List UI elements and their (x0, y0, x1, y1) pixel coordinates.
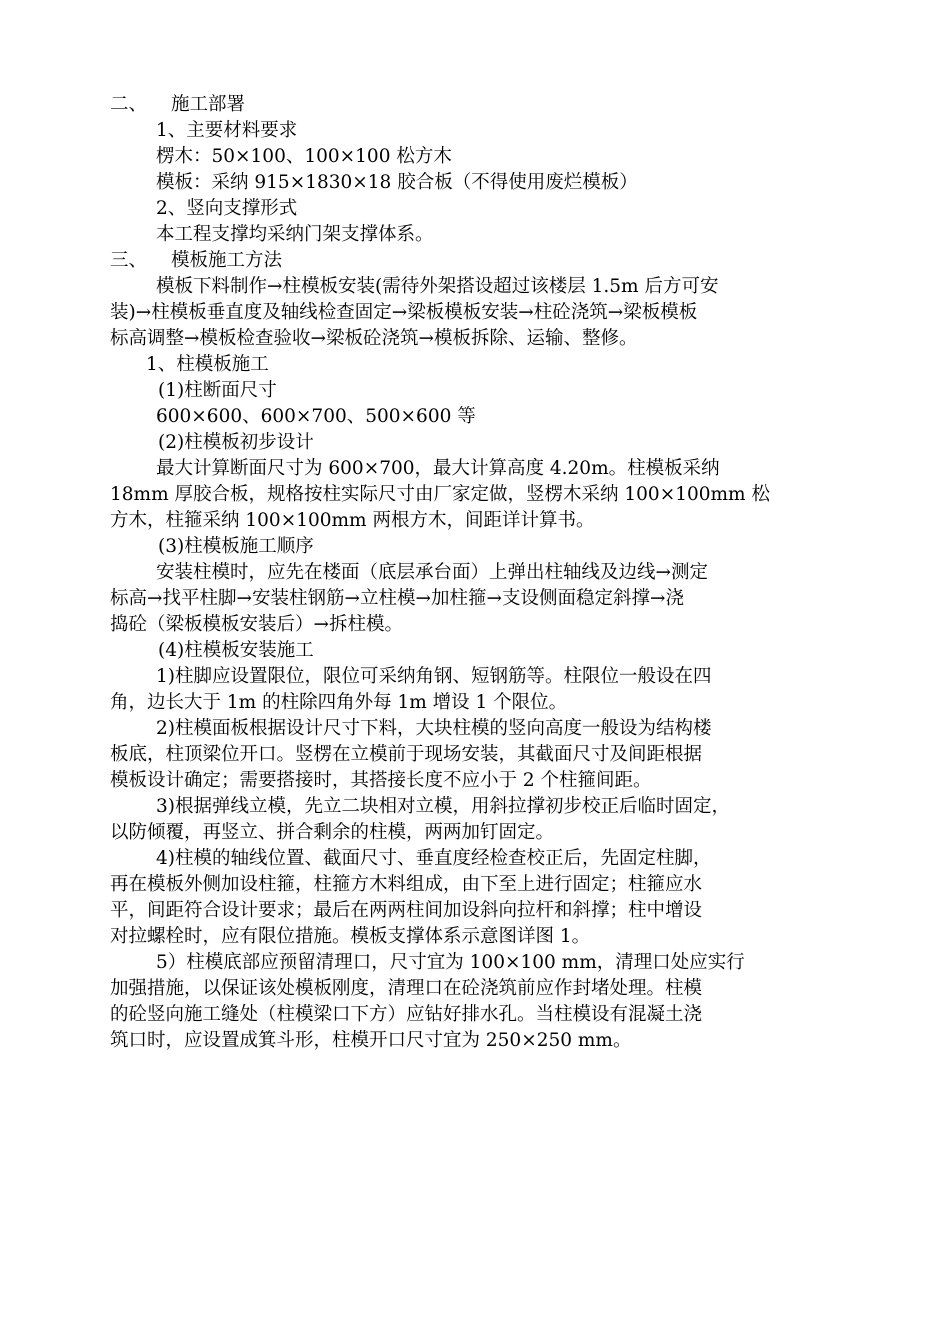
paragraph-line: 最大计算断面尺寸为 600×700，最大计算高度 4.20m。柱模板采纳 (156, 458, 720, 479)
paragraph-line: 的砼竖向施工缝处（柱模梁口下方）应钻好排水孔。当柱模设有混凝土浇 (110, 1004, 703, 1025)
paragraph-line: 模板下料制作→柱模板安装(需待外架搭设超过该楼层 1.5m 后方可安 (156, 276, 719, 297)
paragraph-line: 筑口时，应设置成箕斗形，柱模开口尺寸宜为 250×250 mm。 (110, 1030, 632, 1051)
paragraph-line: 加强措施，以保证该处模板刚度，清理口在砼浇筑前应作封堵处理。柱模 (110, 978, 703, 999)
paragraph-line: 1)柱脚应设置限位，限位可采纳角钢、短钢筋等。柱限位一般设在四 (156, 666, 712, 687)
subheading: (4)柱模板安装施工 (158, 640, 314, 661)
subheading: (1)柱断面尺寸 (158, 380, 277, 401)
paragraph-line: 模板：采纳 915×1830×18 胶合板（不得使用废烂模板） (156, 172, 638, 193)
paragraph-line: 标高→找平柱脚→安装柱钢筋→立柱模→加柱箍→支设侧面稳定斜撑→浇 (110, 588, 685, 609)
subheading: 2、竖向支撑形式 (156, 198, 298, 219)
subheading: 1、主要材料要求 (156, 120, 298, 141)
paragraph-line: 2)柱模面板根据设计尺寸下料，大块柱模的竖向高度一般设为结构楼 (156, 718, 712, 739)
section-title: 模板施工方法 (171, 250, 283, 271)
section-number: 二、 (110, 94, 148, 115)
paragraph-line: 平，间距符合设计要求；最后在两两柱间加设斜向拉杆和斜撑；柱中增设 (110, 900, 703, 921)
paragraph-line: 本工程支撑均采纳门架支撑体系。 (156, 224, 434, 245)
paragraph-line: 18mm 厚胶合板，规格按柱实际尺寸由厂家定做，竖楞木采纳 100×100mm 松 (110, 484, 770, 505)
paragraph-line: 方木，柱箍采纳 100×100mm 两根方木，间距详计算书。 (110, 510, 595, 531)
subheading: (2)柱模板初步设计 (158, 432, 314, 453)
paragraph-line: 楞木：50×100、100×100 松方木 (156, 146, 452, 167)
section-heading-2 (110, 92, 850, 118)
document-page (110, 92, 850, 1054)
subheading: (3)柱模板施工顺序 (158, 536, 314, 557)
section-heading-3 (110, 248, 850, 274)
paragraph-line: 板底，柱顶梁位开口。竖楞在立模前于现场安装，其截面尺寸及间距根据 (110, 744, 703, 765)
paragraph-line: 以防倾覆，再竖立、拼合剩余的柱模，两两加钉固定。 (110, 822, 555, 843)
subheading: 1、柱模板施工 (146, 354, 269, 375)
paragraph-line: 捣砼（梁板模板安装后）→拆柱模。 (110, 614, 404, 635)
paragraph-line: 装)→柱模板垂直度及轴线检查固定→梁板模板安装→柱砼浇筑→梁板模板 (110, 302, 698, 323)
paragraph-line: 3)根据弹线立模，先立二块相对立模，用斜拉撑初步校正后临时固定， (156, 796, 730, 817)
paragraph-line: 5）柱模底部应预留清理口，尺寸宜为 100×100 mm，清理口处应实行 (156, 952, 745, 973)
paragraph-line: 600×600、600×700、500×600 等 (156, 406, 476, 427)
paragraph-line: 对拉螺栓时，应有限位措施。模板支撑体系示意图详图 1。 (110, 926, 591, 947)
paragraph-line: 标高调整→模板检查验收→梁板砼浇筑→模板拆除、运输、整修。 (110, 328, 638, 349)
section-title: 施工部署 (171, 94, 246, 115)
paragraph-line: 模板设计确定；需要搭接时，其搭接长度不应小于 2 个柱箍间距。 (110, 770, 652, 791)
paragraph-line: 再在模板外侧加设柱箍，柱箍方木料组成，由下至上进行固定；柱箍应水 (110, 874, 703, 895)
paragraph-line: 安装柱模时，应先在楼面（底层承台面）上弹出柱轴线及边线→测定 (156, 562, 709, 583)
section-number: 三、 (110, 250, 148, 271)
paragraph-line: 4)柱模的轴线位置、截面尺寸、垂直度经检查校正后，先固定柱脚， (156, 848, 712, 869)
paragraph-line: 角，边长大于 1m 的柱除四角外每 1m 增设 1 个限位。 (110, 692, 568, 713)
